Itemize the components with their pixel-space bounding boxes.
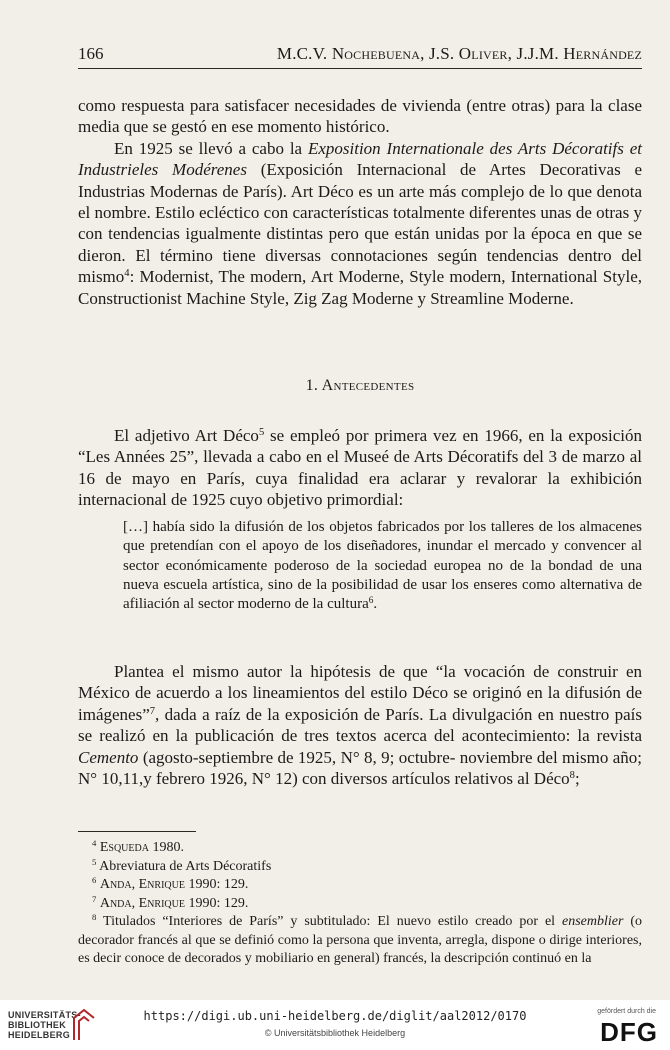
footnote-ref: 6: [368, 596, 374, 607]
footnote-ref: 5: [258, 427, 265, 439]
journal-title: Cemento: [78, 747, 139, 767]
footnote-ref: 7: [149, 706, 156, 718]
footnote-7: $^7$ Anda, Enrique 1990: 129.: [92, 893, 249, 911]
viewer-footer: [0, 1000, 670, 1050]
running-header: [78, 44, 642, 69]
funding-note: gefördert durch die: [597, 1008, 656, 1015]
library-logo: UNIVERSITÄTS- BIBLIOTHEK HEIDELBERG: [8, 1010, 81, 1040]
exposition-title: Exposition Internationale des Arts Décoratifs et Industrieles Modérenes: [78, 138, 642, 180]
section-heading: 1. Antecedentes: [305, 377, 415, 394]
paragraph-1: como respuesta para satisfacer necesidades de vivienda (entre otras) para la clase media que se gestó en ese momento histórico.: [78, 96, 642, 137]
footnotes: [78, 839, 642, 969]
dfg-logo: DFG: [600, 1017, 658, 1047]
paragraph-2: En 1925 se llevó a cabo la Exposition Internationale des Arts Décoratifs et Industrieles Modérenes (Exposición Internacional de Artes Decorativas e Industrias Modernas de París). Art Déco es un arte más complejo de lo que denota el nombre. Estilo ecléctico con características totalmente diferentes unas de otras y con tendencias igualmente distintas pero que están unidas por la época en que se dieron. El término tiene diversas connotaciones según tendencias dentro del mismo$^4$: Modernist, The modern, Art Moderne, Style modern, International Style, Constructionist Machine Style, Zig Zag Moderne y Streamline Moderne.: [78, 138, 643, 308]
paragraph-4: Plantea el mismo autor la hipótesis de que “la vocación de construir en México de acuerdo a los lineamientos del estilo Déco se originó en la difusión de imágenes”$^7$, dada a raíz de la exposición de París. La divulgación en nuestro país se realizó en la publicación de tres textos acerca del acontecimiento: la revista Cemento (agosto-septiembre de 1925, N° 8, 9; octubre- noviembre del mismo año; N° 10,11,y febrero 1926, N° 12) con diversos artículos relativos al Déco$^8$;: [78, 662, 642, 789]
paragraph-3: El adjetivo Art Déco$^5$ se empleó por primera vez en 1966, en la exposición “Les Années 25”, llevada a cabo en el Museé de Arts Décoratifs del 3 de marzo al 16 de mayo en París, cuya finalidad era aclarar y revalorar la exhibición internacional de 1925 cuyo objetivo primordial:: [78, 426, 642, 510]
footnote-8: $^8$ Titulados “Interiores de París” y subtitulado: El nuevo estilo creado por el ensemblier (o decorador francés al que se definió como la persona que inventa, arregla, dispone o dirige interiores, es decir conoce de decorados y mobiliario en general) francés, la descripción continuó en la: [78, 912, 643, 966]
permalink-url[interactable]: https://digi.ub.uni-heidelberg.de/diglit/aal2012/0170: [143, 1009, 527, 1023]
footnote-6: $^6$ Anda, Enrique 1990: 129.: [92, 875, 249, 892]
footnote-5: $^5$ Abreviatura de Arts Décoratifs: [92, 856, 272, 874]
footnote-ref: 4: [124, 268, 130, 280]
block-quote: […] había sido la difusión de los objetos fabricados por los talleres de los almacenes que pretendían con el apoyo de los diseñadores, inundar el mercado y convencer al sector económicamente poderoso de la sociedad europea no de la bondad de una nueva escuela artística, sino de la posibilidad de usar los enseres como alternativa de afiliación al sector moderno de la cultura$^6$.: [123, 519, 642, 613]
running-authors: M.C.V. Nochebuena, J.S. Oliver, J.J.M. Hernández: [276, 44, 642, 63]
continuation-text: [78, 661, 642, 789]
footnote-rule: [78, 831, 196, 832]
footnote-ref: 8: [569, 770, 575, 782]
antecedentes-text: [78, 425, 642, 511]
intro-text: [78, 95, 642, 309]
page-number: 166: [78, 44, 104, 63]
copyright-notice: © Universitätsbibliothek Heidelberg: [264, 1028, 406, 1038]
footnote-4: $^4$ Esqueda 1980.: [92, 838, 184, 855]
